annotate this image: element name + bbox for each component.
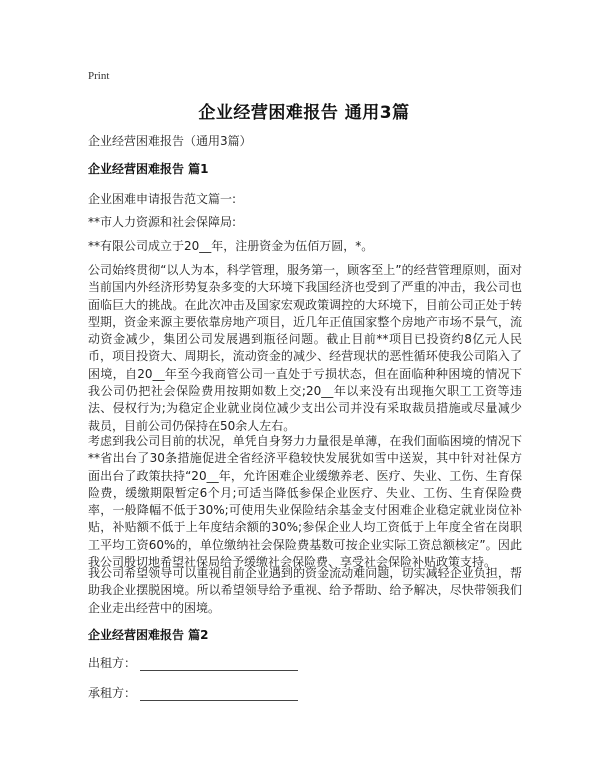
print-label: Print: [88, 70, 110, 82]
document-subtitle: 企业经营困难报告（通用3篇）: [88, 134, 252, 148]
lessee-blank-line: [140, 688, 298, 701]
paragraph-3: 我公司希望领导可以重视目前企业遇到的资金流动难问题，切实减轻企业负担，帮助我企业摆脱困境。所以希望领导给予重视、给予帮助、给予解决，尽快带领我们企业走出经营中的困境。: [88, 566, 522, 615]
section-heading-1: 企业经营困难报告 篇1: [88, 162, 209, 176]
paragraph-1: 公司始终贯彻“以人为本，科学管理，服务第一，顾客至上”的经营管理原则，面对当前国内外经济形势复杂多变的大环境下我国经济也受到了严重的冲击，我公司也面临巨大的挑战。在此次冲击及国家宏观政策调控的大环境下，目前公司正处于转型期，资金来源主要依靠房地产项目，近几年正值国家整个房地产市场不景气，流动资金减少，集团公司发展遇到瓶径问题。截止目前**项目已投资约8亿元人民币，项目投资大、周期长，流动资金的减少、经营现状的恶性循环使我公司陷入了困境，自20__年至今我商管公司一直处于亏损状态，但在面临种种困境的情况下我公司仍把社会保险费用按期如数上交;20__年以来没有出现拖欠职工工资等违法、侵权行为;为稳定企业就业岗位减少支出公司并没有采取裁员措施或尽量减少裁员，目前公司仍保持在50余人左右。: [88, 263, 522, 433]
lessor-label: 出租方：: [88, 656, 137, 670]
lessee-label: 承租方：: [88, 686, 137, 700]
lessee-field: [88, 684, 298, 701]
section-heading-2: 企业经营困难报告 篇2: [88, 628, 209, 642]
document-title: 企业经营困难报告 通用3篇: [198, 103, 410, 123]
lessor-field: [88, 654, 298, 671]
addressee: **市人力资源和社会保障局:: [88, 215, 237, 229]
lessor-blank-line: [140, 658, 298, 671]
paragraph-2: 考虑到我公司目前的状况，单凭自身努力力量很是单薄，在我们面临困境的情况下**省出台了30条措施促进全省经济平稳较快发展犹如雪中送炭，其中针对社保方面出台了政策扶持“20__年，允许困难企业缓缴养老、医疗、失业、工伤、生育保险费，缓缴期限暂定6个月;可适当降低参保企业医疗、失业、工伤、生育保险费率，一般降幅不低于30%;可使用失业保险结余基金支付困难企业稳定就业岗位补贴，补贴额不低于上年度结余额的30%;参保企业人均工资低于上年度全省在岗职工平均工资60%的，单位缴纳社会保险费基数可按企业实际工资总额核定”。因此我公司殷切地希望社保局给予缓缴社会保险费、享受社会保险补贴政策支持。: [88, 434, 522, 570]
company-intro: **有限公司成立于20__年，注册资金为伍佰万圆，*。: [88, 239, 374, 253]
salutation-title: 企业困难申请报告范文篇一:: [88, 192, 237, 206]
